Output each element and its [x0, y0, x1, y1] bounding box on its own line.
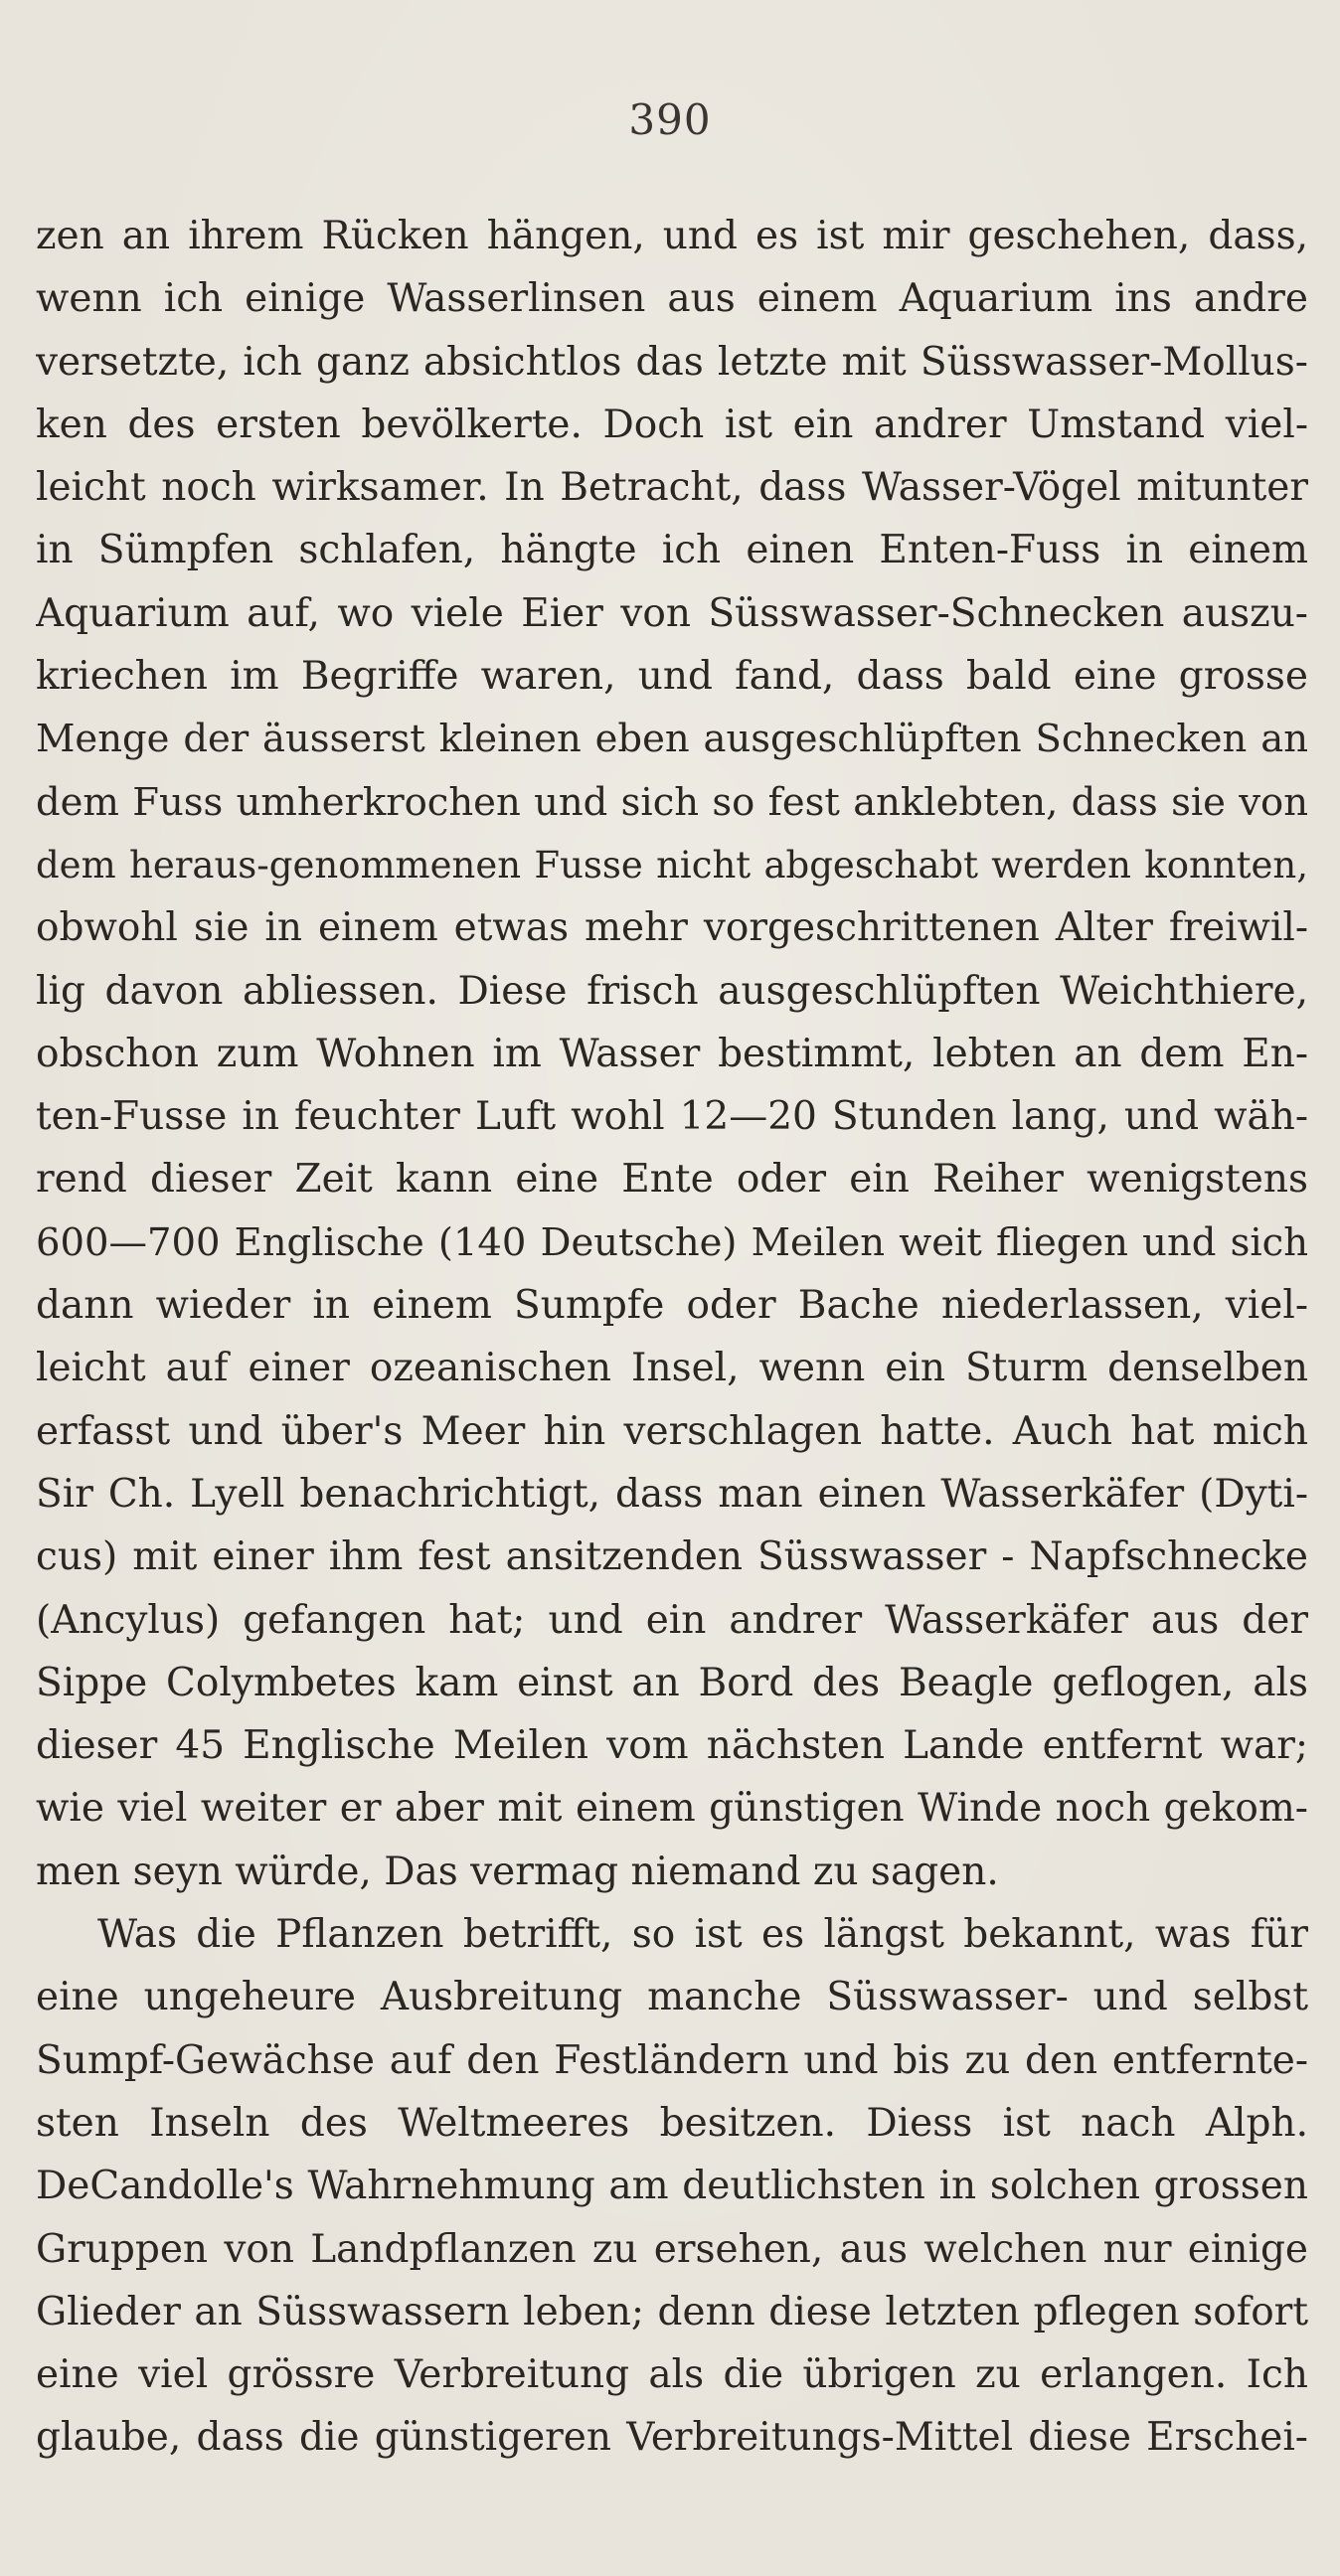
text-line: leicht noch wirksamer. In Betracht, dass Wasser-Vögel mitunter: [36, 465, 1308, 511]
text-line: ken des ersten bevölkerte. Doch ist ein andrer Umstand viel-: [36, 402, 1308, 447]
text-line: lig davon abliessen. Diese frisch ausgeschlüpften Weichthiere,: [36, 968, 1308, 1014]
text-line: rend dieser Zeit kann eine Ente oder ein Reiher wenigstens: [36, 1157, 1308, 1203]
text-line: dem Fuss umherkrochen und sich so fest anklebten, dass sie von: [36, 779, 1308, 825]
text-line: DeCandolle's Wahrnehmung am deutlichsten in solchen grossen: [36, 2164, 1308, 2209]
text-line: Gruppen von Landpflanzen zu ersehen, aus welchen nur einige: [36, 2226, 1308, 2272]
text-line: erfasst und über's Meer hin verschlagen hatte. Auch hat mich: [36, 1408, 1308, 1454]
text-line: Sir Ch. Lyell benachrichtigt, dass man einen Wasserkäfer (Dyti-: [36, 1471, 1308, 1517]
text-line: dieser 45 Englische Meilen vom nächsten Lande entfernt war;: [36, 1723, 1308, 1769]
text-line: versetzte, ich ganz absichtlos das letzte mit Süsswasser-Mollus-: [36, 339, 1308, 385]
text-line: wenn ich einige Wasserlinsen aus einem Aquarium ins andre: [36, 276, 1308, 322]
text-line: dann wieder in einem Sumpfe oder Bache niederlassen, viel-: [36, 1283, 1308, 1329]
text-line: Glieder an Süsswassern leben; denn diese letzten pflegen sofort: [36, 2289, 1308, 2334]
text-line: dem heraus-genommenen Fusse nicht abgeschabt werden konnten,: [36, 843, 1308, 886]
text-line: leicht auf einer ozeanischen Insel, wenn ein Sturm denselben: [36, 1346, 1308, 1391]
text-line: ten-Fusse in feuchter Luft wohl 12—20 Stunden lang, und wäh-: [36, 1094, 1308, 1140]
text-line: cus) mit einer ihm fest ansitzenden Süsswasser - Napfschnecke: [36, 1534, 1308, 1580]
text-line: kriechen im Begriffe waren, und fand, dass bald eine grosse: [36, 654, 1308, 700]
text-line: zen an ihrem Rücken hängen, und es ist mir geschehen, dass,: [36, 214, 1308, 258]
text-line: 600—700 Englische (140 Deutsche) Meilen weit fliegen und sich: [36, 1219, 1308, 1265]
text-line: obwohl sie in einem etwas mehr vorgeschrittenen Alter freiwil-: [36, 905, 1308, 951]
text-line: obschon zum Wohnen im Wasser bestimmt, lebten an dem En-: [36, 1031, 1308, 1076]
page-body-text: [36, 205, 1308, 2470]
text-line: Aquarium auf, wo viele Eier von Süsswasser-Schnecken auszu-: [36, 590, 1308, 636]
page-number: 390: [628, 95, 712, 144]
text-line: (Ancylus) gefangen hat; und ein andrer Wasserkäfer aus der: [36, 1597, 1308, 1643]
text-line: eine ungeheure Ausbreitung manche Süsswasser- und selbst: [36, 1975, 1308, 2020]
text-line: wie viel weiter er aber mit einem günstigen Winde noch gekom-: [36, 1786, 1308, 1832]
text-line: Sippe Colymbetes kam einst an Bord des Beagle geflogen, als: [36, 1660, 1308, 1705]
text-line: in Sümpfen schlafen, hängte ich einen Enten-Fuss in einem: [36, 528, 1308, 573]
text-line: glaube, dass die günstigeren Verbreitungs-Mittel diese Erschei-: [36, 2415, 1308, 2461]
text-line: Menge der äusserst kleinen eben ausgeschlüpften Schnecken an: [36, 717, 1308, 762]
paragraph-end-line: men seyn würde, Das vermag niemand zu sagen.: [36, 1849, 999, 1894]
paragraph-start-line: Was die Pflanzen betrifft, so ist es längst bekannt, was für: [97, 1912, 1308, 1958]
text-line: Sumpf-Gewächse auf den Festländern und bis zu den entfernte-: [36, 2037, 1308, 2083]
text-line: sten Inseln des Weltmeeres besitzen. Diess ist nach Alph.: [36, 2100, 1308, 2146]
text-line: eine viel grössre Verbreitung als die übrigen zu erlangen. Ich: [36, 2352, 1308, 2398]
